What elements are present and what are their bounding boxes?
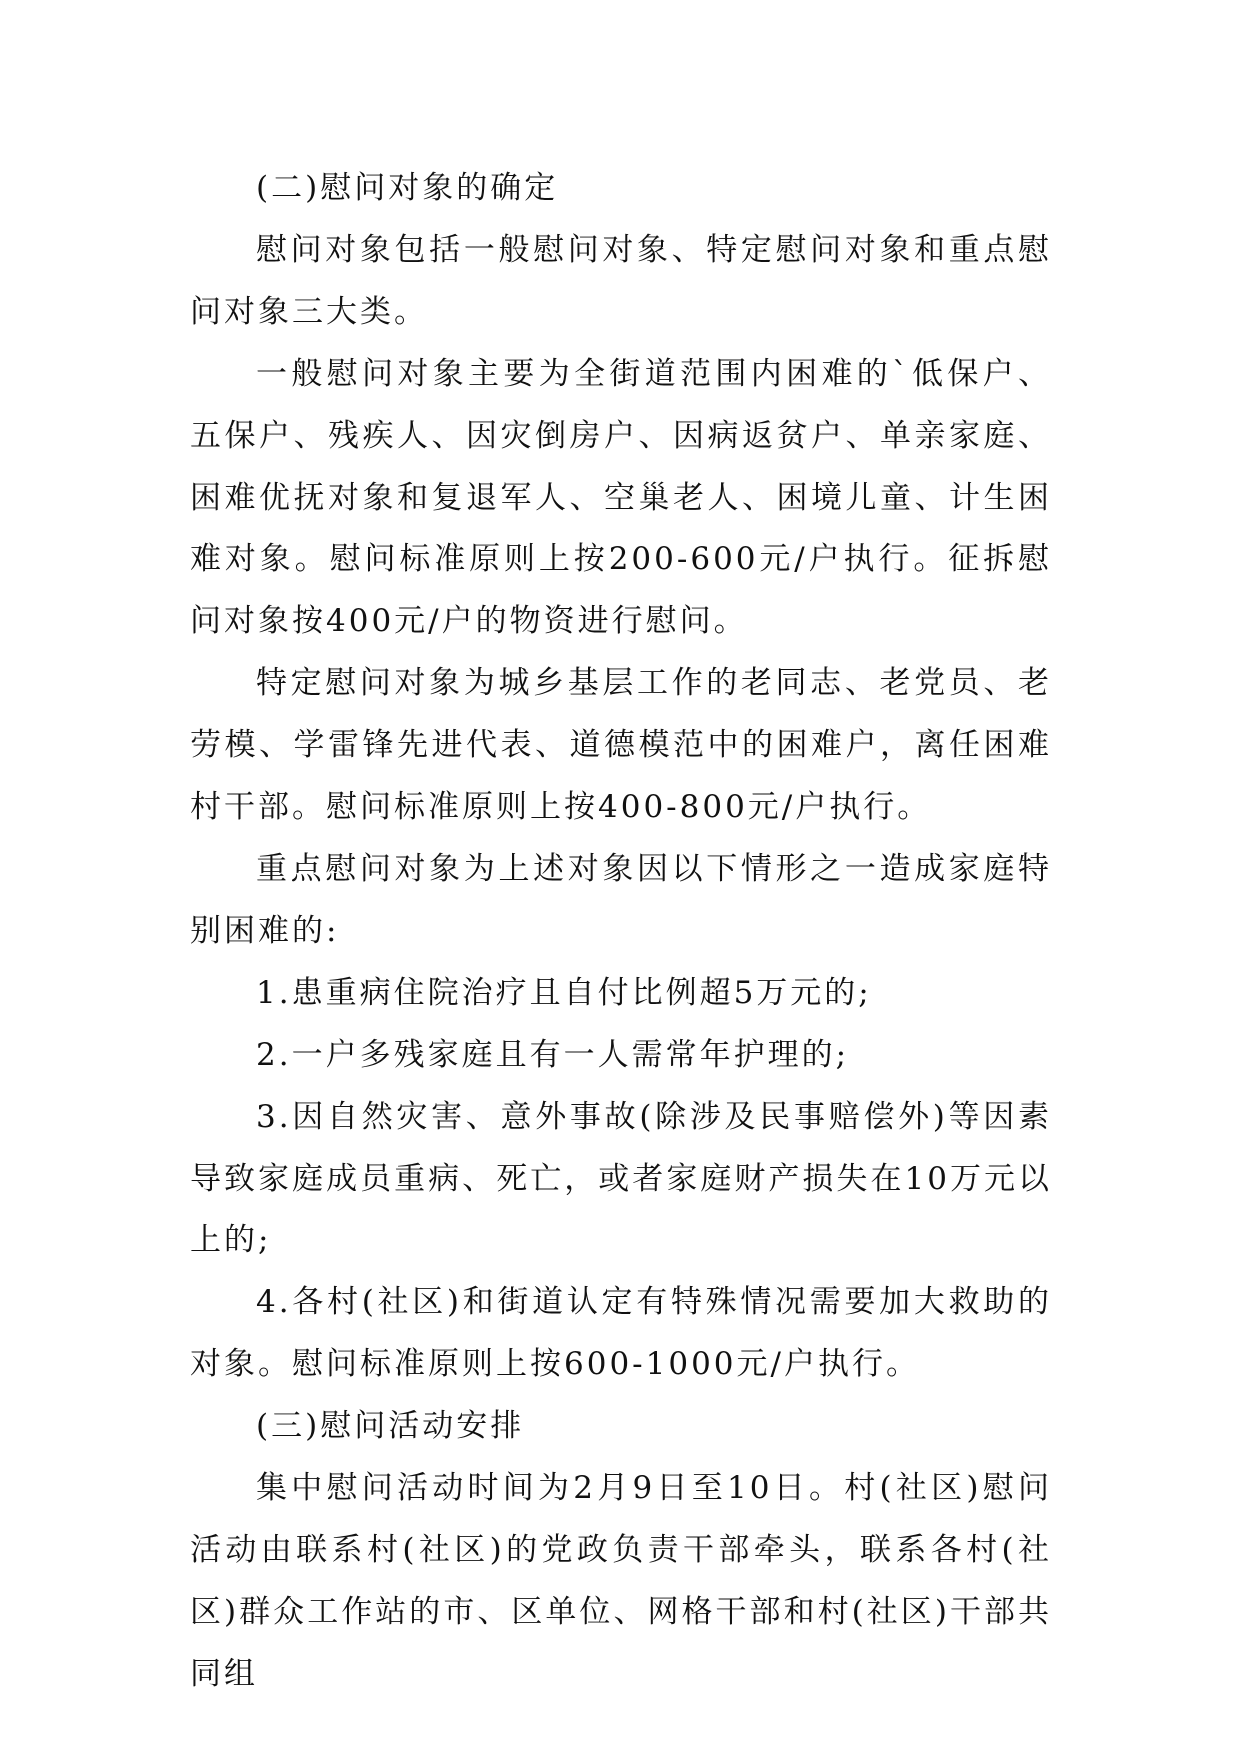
paragraph-activity-schedule: 集中慰问活动时间为2月9日至10日。村(社区)慰问活动由联系村(社区)的党政负责干部牵头，联系各村(社区)群众工作站的市、区单位、网格干部和村(社区)干部共同组 [190,1470,1052,1692]
list-item-2: 2.一户多残家庭且有一人需常年护理的; [256,1036,850,1073]
paragraph-specific-recipients: 特定慰问对象为城乡基层工作的老同志、老党员、老劳模、学雷锋先进代表、道德模范中的困难户，离任困难村干部。慰问标准原则上按400-800元/户执行。 [190,665,1052,826]
list-item-4: 4.各村(社区)和街道认定有特殊情况需要加大救助的对象。慰问标准原则上按600-1000元/户执行。 [190,1284,1052,1383]
list-item-3: 3.因自然灾害、意外事故(除涉及民事赔偿外)等因素导致家庭成员重病、死亡，或者家庭财产损失在10万元以上的; [190,1098,1052,1259]
paragraph-categories: 慰问对象包括一般慰问对象、特定慰问对象和重点慰问对象三大类。 [190,231,1052,330]
paragraph-general-recipients: 一般慰问对象主要为全街道范围内困难的`低保户、五保户、残疾人、因灾倒房户、因病返贫户、单亲家庭、困难优抚对象和复退军人、空巢老人、困境儿童、计生困难对象。慰问标准原则上按200-600元/户执行。征拆慰问对象按400元/户的物资进行慰问。 [190,355,1052,640]
section-heading-2: (二)慰问对象的确定 [256,170,559,206]
document-body [190,158,1052,1706]
section-heading-3: (三)慰问活动安排 [256,1408,525,1445]
paragraph-key-recipients: 重点慰问对象为上述对象因以下情形之一造成家庭特别困难的: [190,850,1052,949]
list-item-1: 1.患重病住院治疗且自付比例超5万元的; [256,974,872,1011]
